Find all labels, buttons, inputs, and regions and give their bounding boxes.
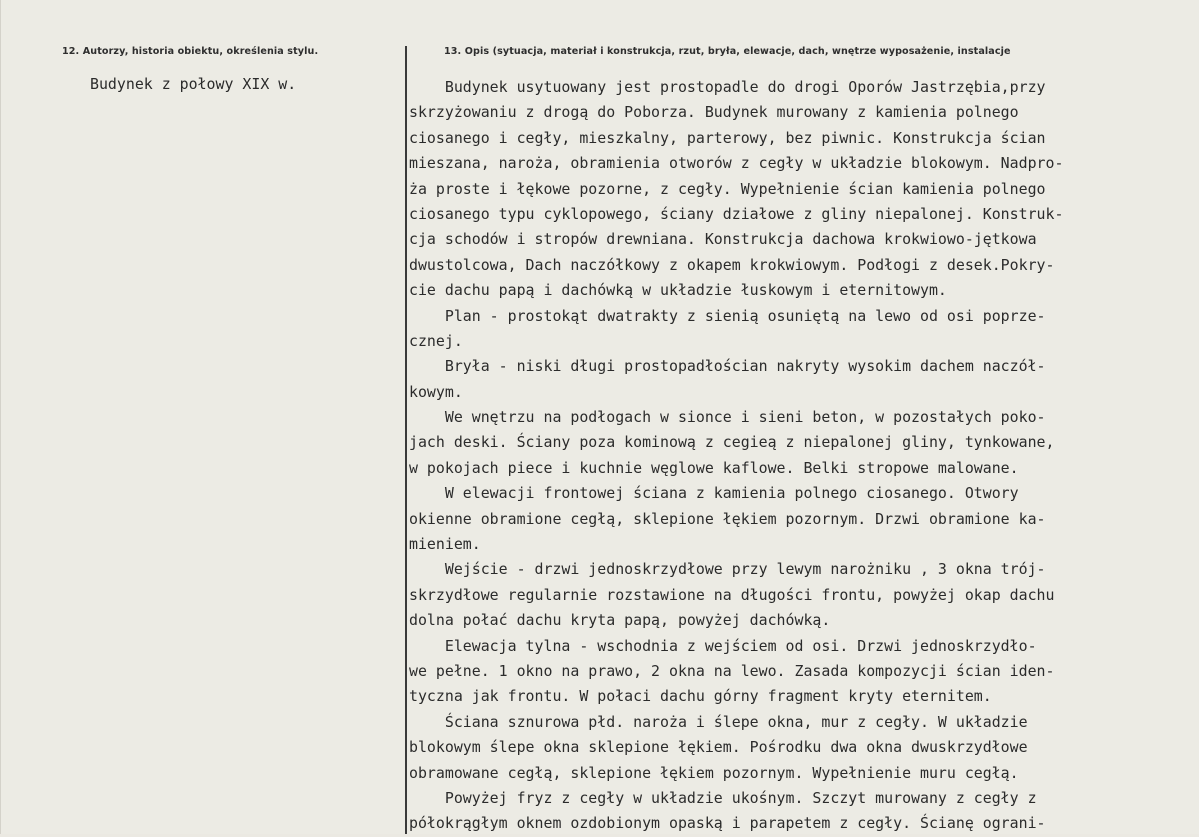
- text-line: Bryła - niski długi prostopadłościan nakryty wysokim dachem naczół-: [409, 357, 1046, 376]
- text-line: Wejście - drzwi jednoskrzydłowe przy lewym narożniku , 3 okna trój-: [409, 560, 1046, 579]
- section-13-text: [409, 75, 1169, 837]
- text-line: jach deski. Ściany poza kominową z cegieą z niepalonej gliny, tynkowane,: [409, 433, 1055, 452]
- section-12-header: 12. Autorzy, historia obiektu, określenia stylu.: [62, 46, 319, 57]
- text-line: półokrągłym oknem ozdobionym opaską i parapetem z cegły. Ścianę ograni-: [409, 814, 1046, 833]
- text-line: okienne obramione cegłą, sklepione łękiem pozornym. Drzwi obramione ka-: [409, 509, 1046, 528]
- text-line: blokowym ślepe okna sklepione łękiem. Pośrodku dwa okna dwuskrzydłowe: [409, 738, 1028, 757]
- text-line: mieszana, naroża, obramienia otworów z cegły w układzie blokowym. Nadpro-: [409, 154, 1064, 173]
- text-line: kowym.: [409, 382, 463, 401]
- text-line: dwustolcowa, Dach naczółkowy z okapem krokwiowym. Podłogi z desek.Pokry-: [409, 255, 1055, 274]
- text-line: skrzyżowaniu z drogą do Poborza. Budynek murowany z kamienia polnego: [409, 103, 1019, 122]
- column-divider: [405, 46, 407, 834]
- text-line: Plan - prostokąt dwatrakty z sienią osuniętą na lewo od osi poprze-: [409, 306, 1046, 325]
- text-line: tyczna jak frontu. W połaci dachu górny fragment kryty eternitem.: [409, 687, 992, 706]
- text-line: ża proste i łękowe pozorne, z cegły. Wypełnienie ścian kamienia polnego: [409, 179, 1046, 198]
- text-line: obramowane cegłą, sklepione łękiem pozornym. Wypełnienie muru cegłą.: [409, 763, 1019, 782]
- text-line: w pokojach piece i kuchnie węglowe kaflowe. Belki stropowe malowane.: [409, 458, 1019, 477]
- text-line: skrzydłowe regularnie rozstawione na długości frontu, powyżej okap dachu: [409, 585, 1055, 604]
- text-line: Ściana sznurowa płd. naroża i ślepe okna, mur z cegły. W układzie: [409, 712, 1028, 731]
- text-line: Budynek usytuowany jest prostopadle do drogi Oporów Jastrzębia,przy: [409, 78, 1046, 96]
- text-line: dolna połać dachu kryta papą, powyżej dachówką.: [409, 611, 831, 630]
- text-line: Elewacja tylna - wschodnia z wejściem od osi. Drzwi jednoskrzydło-: [409, 636, 1037, 655]
- text-line: cznej.: [409, 331, 463, 350]
- text-line: W elewacji frontowej ściana z kamienia polnego ciosanego. Otwory: [409, 484, 1019, 503]
- text-line: we pełne. 1 okno na prawo, 2 okna na lewo. Zasada kompozycji ścian iden-: [409, 661, 1055, 680]
- text-line: cie dachu papą i dachówką w układzie łuskowym i eternitowym.: [409, 281, 947, 300]
- section-12-text: Budynek z połowy XIX w.: [90, 75, 297, 93]
- section-13-header: 13. Opis (sytuacja, materiał i konstrukcja, rzut, bryła, elewacje, dach, wnętrze wyposażenie, instalacje: [444, 46, 1011, 57]
- text-line: Powyżej fryz z cegły w układzie ukośnym. Szczyt murowany z cegły z: [409, 788, 1037, 807]
- text-line: ciosanego i cegły, mieszkalny, parterowy, bez piwnic. Konstrukcja ścian: [409, 128, 1046, 147]
- text-line: ciosanego typu cyklopowego, ściany działowe z gliny niepalonej. Konstruk-: [409, 204, 1064, 223]
- text-line: mieniem.: [409, 535, 481, 554]
- text-line: We wnętrzu na podłogach w sionce i sieni beton, w pozostałych poko-: [409, 408, 1046, 427]
- text-line: cja schodów i stropów drewniana. Konstrukcja dachowa krokwiowo-jętkowa: [409, 230, 1037, 249]
